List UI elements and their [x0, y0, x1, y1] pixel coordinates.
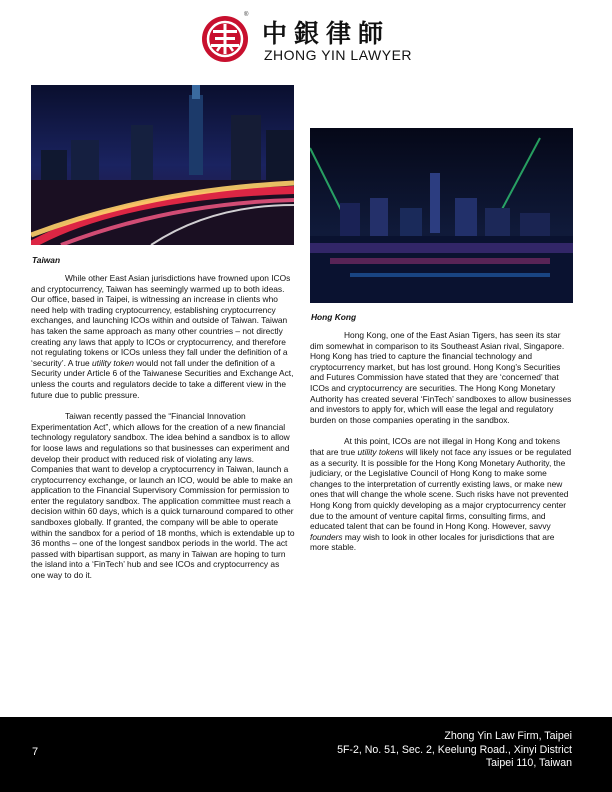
hong-kong-harbour-night-photo	[310, 128, 573, 303]
page-number: 7	[32, 746, 39, 758]
address-line-2: 5F-2, No. 51, Sec. 2, Keelung Road., Xinyi District	[337, 743, 572, 756]
firm-name-english: ZHONG YIN LAWYER	[264, 47, 413, 63]
address-line-1: Zhong Yin Law Firm, Taipei	[444, 730, 572, 742]
hong-kong-text-column	[310, 330, 573, 564]
taiwan-text-column	[31, 273, 295, 592]
page-footer	[0, 717, 612, 792]
firm-name-chinese: 中銀律師	[262, 19, 391, 48]
taiwan-paragraph-1: While other East Asian jurisdictions have frowned upon ICOs and cryptocurrency, Taiwan has seemingly warmed up to both ideas. Our office, based in Taipei, is witnessing an increase in clients who need help with trading cryptocurrency, establishing cryptocurrency exchanges, and launching ICOs within and outside of Taiwan. Taiwan has taken the same approach as many other countries – not directly creating any laws that apply to ICOs or cryptocurrency, and therefore not regulating tokens or ICOs unless they fall under the definition of a ‘security’. A true utility token would not fall under the definition of a Security under Article 6 of the Taiwanese Securities and Exchange Act, unless the courts and regulators decide to take a different view in the future due to public pressure.	[31, 273, 294, 400]
taipei-night-skyline-photo	[31, 85, 294, 245]
hong-kong-paragraph-2: At this point, ICOs are not illegal in Hong Kong and tokens that are true utility tokens will likely not face any issues or be regulated as a security. It is possible for the Hong Kong Monetary Authority, the judiciary, or the Legislative Council of Hong Kong to make some changes to the interpretation of currently existing laws, or make new ones that will change the whole scene. Such risks have not prevented Hong Kong from quickly developing as a major cryptocurrency center due to the amount of venture capital firms, consulting firms, and educated talent that can be found in Hong Kong. However, savvy founders may wish to look in other locales for jurisdictions that are more stable.	[310, 436, 572, 553]
page-header	[0, 0, 612, 78]
registered-mark: ®	[244, 12, 249, 18]
hong-kong-paragraph-1: Hong Kong, one of the East Asian Tigers, has seen its star dim somewhat in comparison to its Southeast Asian rival, Singapore. Hong Kong has tried to capture the financial technology and cryptocurrency market, but has lost ground. Hong Kong’s Securities and Futures Commission have stated that they are ‘concerned’ that ICOs and cryptocurrency are securities. The Hong Kong Monetary Authority has created several ‘FinTech’ sandboxes to allow businesses and investors to apply for, which will ease the legal and regulatory burden on those companies operating in the sandbox.	[310, 330, 572, 425]
office-address	[337, 730, 572, 771]
caption-hong-kong: Hong Kong	[311, 312, 357, 322]
firm-logo-icon	[200, 14, 250, 64]
taiwan-paragraph-2: Taiwan recently passed the “Financial Innovation Experimentation Act”, which allows for the creation of a new financial technology regulatory sandbox. The idea behind a sandbox is to allow for loose laws and regulations so that businesses can experiment and develop their product with reduced risk of violating any laws. Companies that want to develop a cryptocurrency in Taiwan, launch a cryptocurrency exchange, or launch an ICO, would be able to make an application to the Financial Supervisory Commission for permission to enter the regulatory sandbox. The application committee must reach a decision within 60 days, which is a quick turnaround compared to other sandboxes globally. If granted, the company will be able to operate within the sandbox for a period of 18 months, which is extendable up to 36 months – one of the longest sandbox periods in the world. The act passed with bipartisan support, as many in Taiwan are hoping to turn the island into a ‘FinTech’ hub and see ICOs and cryptocurrency as one way to do it.	[31, 411, 295, 581]
address-line-3: Taipei 110, Taiwan	[485, 757, 572, 769]
caption-taiwan: Taiwan	[32, 255, 61, 265]
